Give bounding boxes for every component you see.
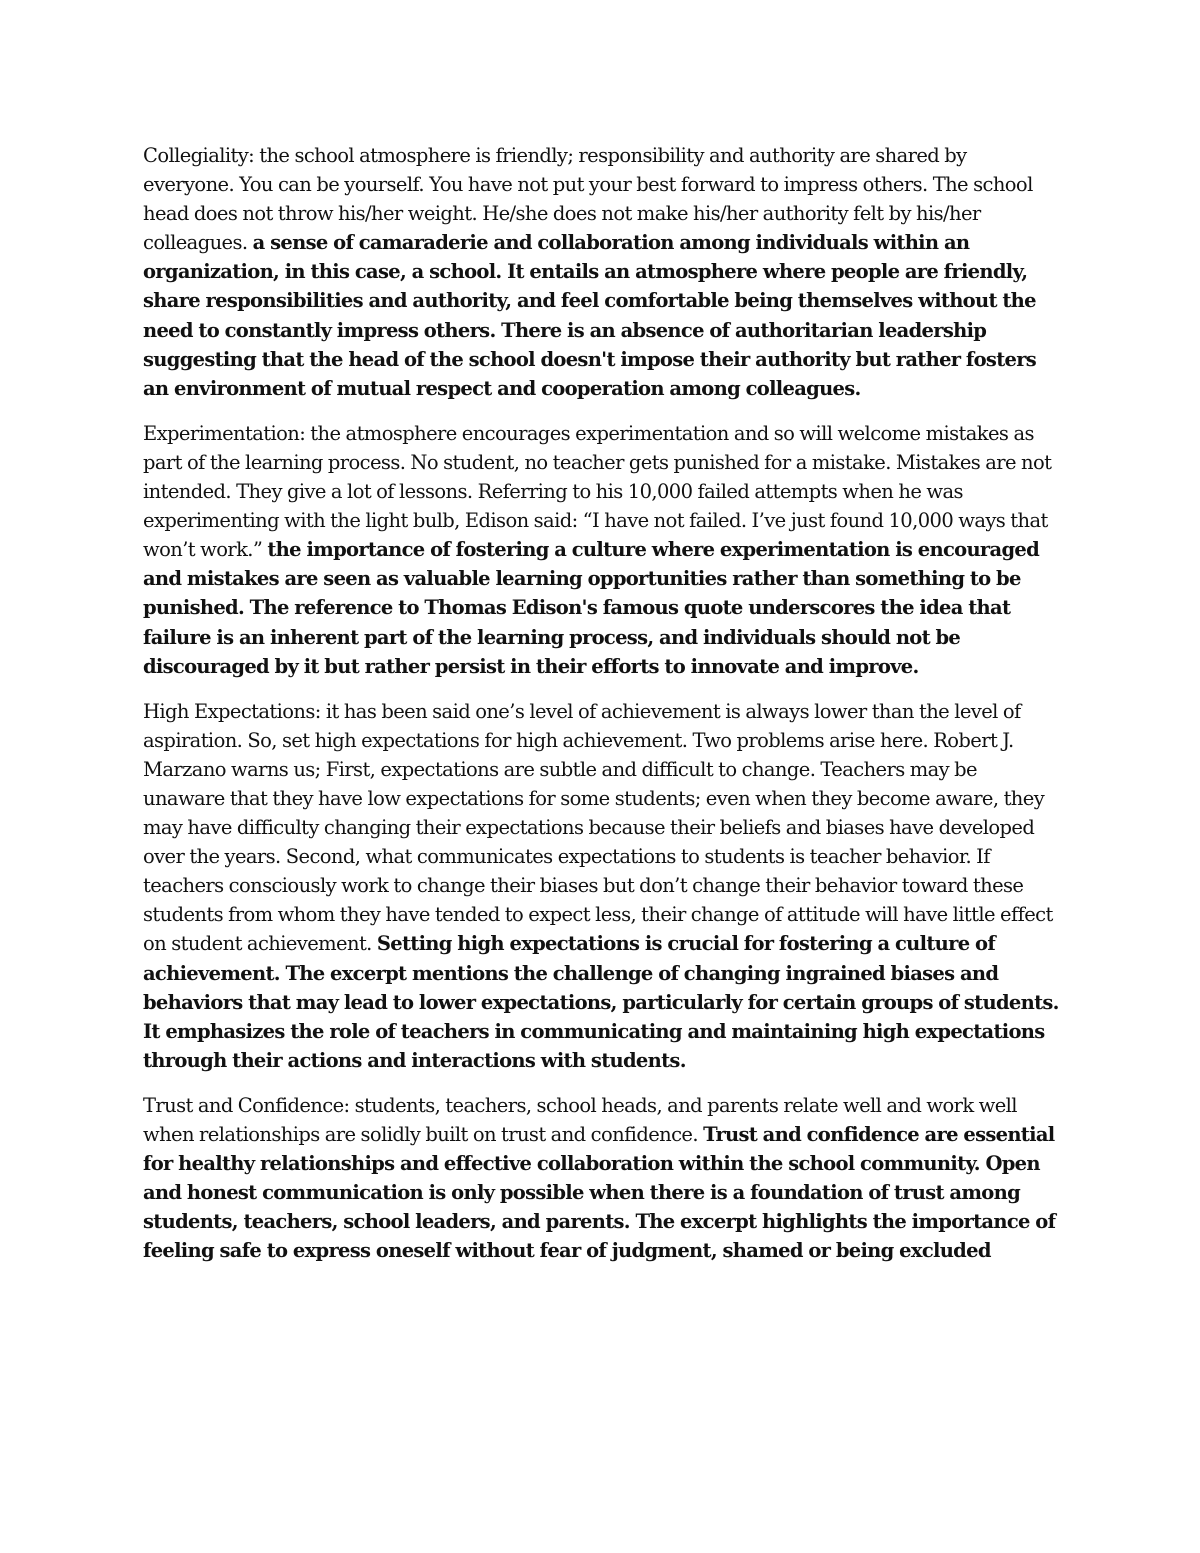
- paragraph-text: Experimentation: the atmosphere encourages experimentation and so will welcome mistakes as part of the learning process. No student, no teacher gets punished for a mistake. Mistakes are not intended. They give a lot of lessons. Referring to his 10,000 failed attempts when he was experimenting with the light bulb, Edison said: “I have not failed. I’ve just found 10,000 ways that won’t work.”: [143, 421, 1052, 562]
- paragraph-collegiality: [143, 141, 1061, 403]
- paragraph-bold-commentary: Setting high expectations is crucial for fostering a culture of achievement. The excerpt mentions the challenge of changing ingrained biases and behaviors that may lead to lower expectations, particularly for certain groups of students. It emphasizes the role of teachers in communicating and maintaining high expectations through their actions and interactions with students.: [143, 932, 1059, 1072]
- paragraph-high-expectations: [143, 697, 1061, 1075]
- paragraph-trust-and-confidence: [143, 1091, 1061, 1266]
- paragraph-text: Collegiality: the school atmosphere is friendly; responsibility and authority are shared by everyone. You can be yourself. You have not put your best forward to impress others. The school head does not throw his/her weight. He/she does not make his/her authority felt by his/her colleagues.: [143, 144, 1033, 255]
- paragraph-text: Trust and Confidence: students, teachers, school heads, and parents relate well and work well when relationships are solidly built on trust and confidence.: [143, 1093, 1017, 1146]
- paragraph-bold-commentary: Trust and confidence are essential for healthy relationships and effective collaboration within the school community. Open and honest communication is only possible when there is a foundation of trust among students, teachers, school leaders, and parents. The excerpt highlights the importance of feeling safe to express oneself without fear of judgment, shamed or being excluded: [143, 1123, 1056, 1263]
- paragraph-experimentation: [143, 419, 1061, 681]
- paragraph-text: High Expectations: it has been said one’s level of achievement is always lower than the level of aspiration. So, set high expectations for high achievement. Two problems arise here. Robert J. Marzano warns us; First, expectations are subtle and difficult to change. Teachers may be unaware that they have low expectations for some students; even when they become aware, they may have difficulty changing their expectations because their beliefs and biases have developed over the years. Second, what communicates expectations to students is teacher behavior. If teachers consciously work to change their biases but don’t change their behavior toward these students from whom they have tended to expect less, their change of attitude will have little effect on student achievement.: [143, 699, 1053, 956]
- paragraph-bold-commentary: the importance of fostering a culture where experimentation is encouraged and mistakes are seen as valuable learning opportunities rather than something to be punished. The reference to Thomas Edison's famous quote underscores the idea that failure is an inherent part of the learning process, and individuals should not be discouraged by it but rather persist in their efforts to innovate and improve.: [143, 538, 1040, 678]
- document-body: [143, 141, 1061, 1281]
- paragraph-bold-commentary: a sense of camaraderie and collaboration among individuals within an organization, in this case, a school. It entails an atmosphere where people are friendly, share responsibilities and authority, and feel comfortable being themselves without the need to constantly impress others. There is an absence of authoritarian leadership suggesting that the head of the school doesn't impose their authority but rather fosters an environment of mutual respect and cooperation among colleagues.: [143, 231, 1037, 400]
